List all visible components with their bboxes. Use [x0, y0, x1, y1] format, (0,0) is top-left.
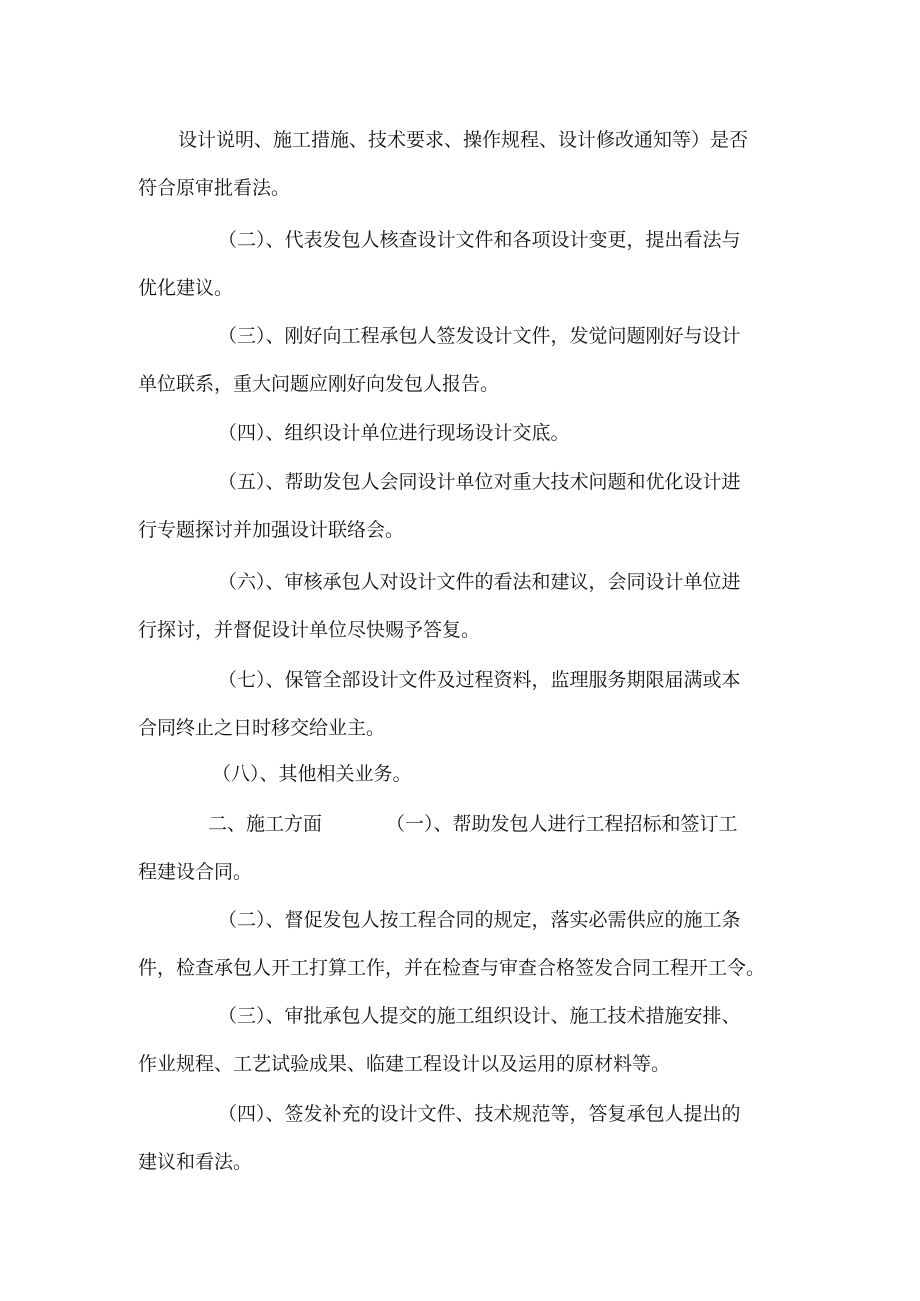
text-line: 行探讨，并督促设计单位尽快赐予答复。	[138, 619, 481, 641]
text-line: （五）、帮助发包人会同设计单位对重大技术问题和优化设计进	[218, 471, 741, 493]
text-line	[208, 812, 738, 836]
text-line: 作业规程、工艺试验成果、临建工程设计以及运用的原材料等。	[138, 1053, 671, 1075]
text-line: （二）、代表发包人核查设计文件和各项设计变更，提出看法与	[218, 229, 741, 251]
text-line: 符合原审批看法。	[138, 177, 291, 199]
text-line: 单位联系，重大问题应刚好向发包人报告。	[138, 373, 500, 395]
text-line: （三）、刚好向工程承包人签发设计文件，发觉问题刚好与设计	[218, 325, 741, 347]
text-line: （二）、督促发包人按工程合同的规定，落实必需供应的施工条	[218, 909, 741, 931]
text-line: 合同终止之日时移交给业主。	[138, 717, 386, 739]
text-line: 设计说明、施工措施、技术要求、操作规程、设计修改通知等）是否	[178, 129, 749, 151]
text-line: （六）、审核承包人对设计文件的看法和建议，会同设计单位进	[218, 571, 741, 593]
text-segment: （一）、帮助发包人进行工程招标和签订工	[386, 813, 738, 835]
text-line: （八）、其他相关业务。	[212, 763, 412, 785]
text-line: （七）、保管全部设计文件及过程资料，监理服务期限届满或本	[218, 669, 741, 691]
text-line: 建议和看法。	[138, 1151, 253, 1173]
text-line: 行专题探讨并加强设计联络会。	[138, 519, 405, 541]
text-line: （三）、审批承包人提交的施工组织设计、施工技术措施安排、	[218, 1005, 741, 1027]
text-line: （四）、签发补充的设计文件、技术规范等，答复承包人提出的	[218, 1103, 741, 1125]
text-line: 件，检查承包人开工打算工作，并在检查与审查合格签发合同工程开工令。	[138, 957, 766, 979]
text-line: 优化建议。	[138, 277, 234, 299]
text-line: 程建设合同。	[138, 861, 253, 883]
text-line: （四）、组织设计单位进行现场设计交底。	[218, 422, 570, 444]
section-heading: 二、施工方面	[208, 813, 323, 835]
